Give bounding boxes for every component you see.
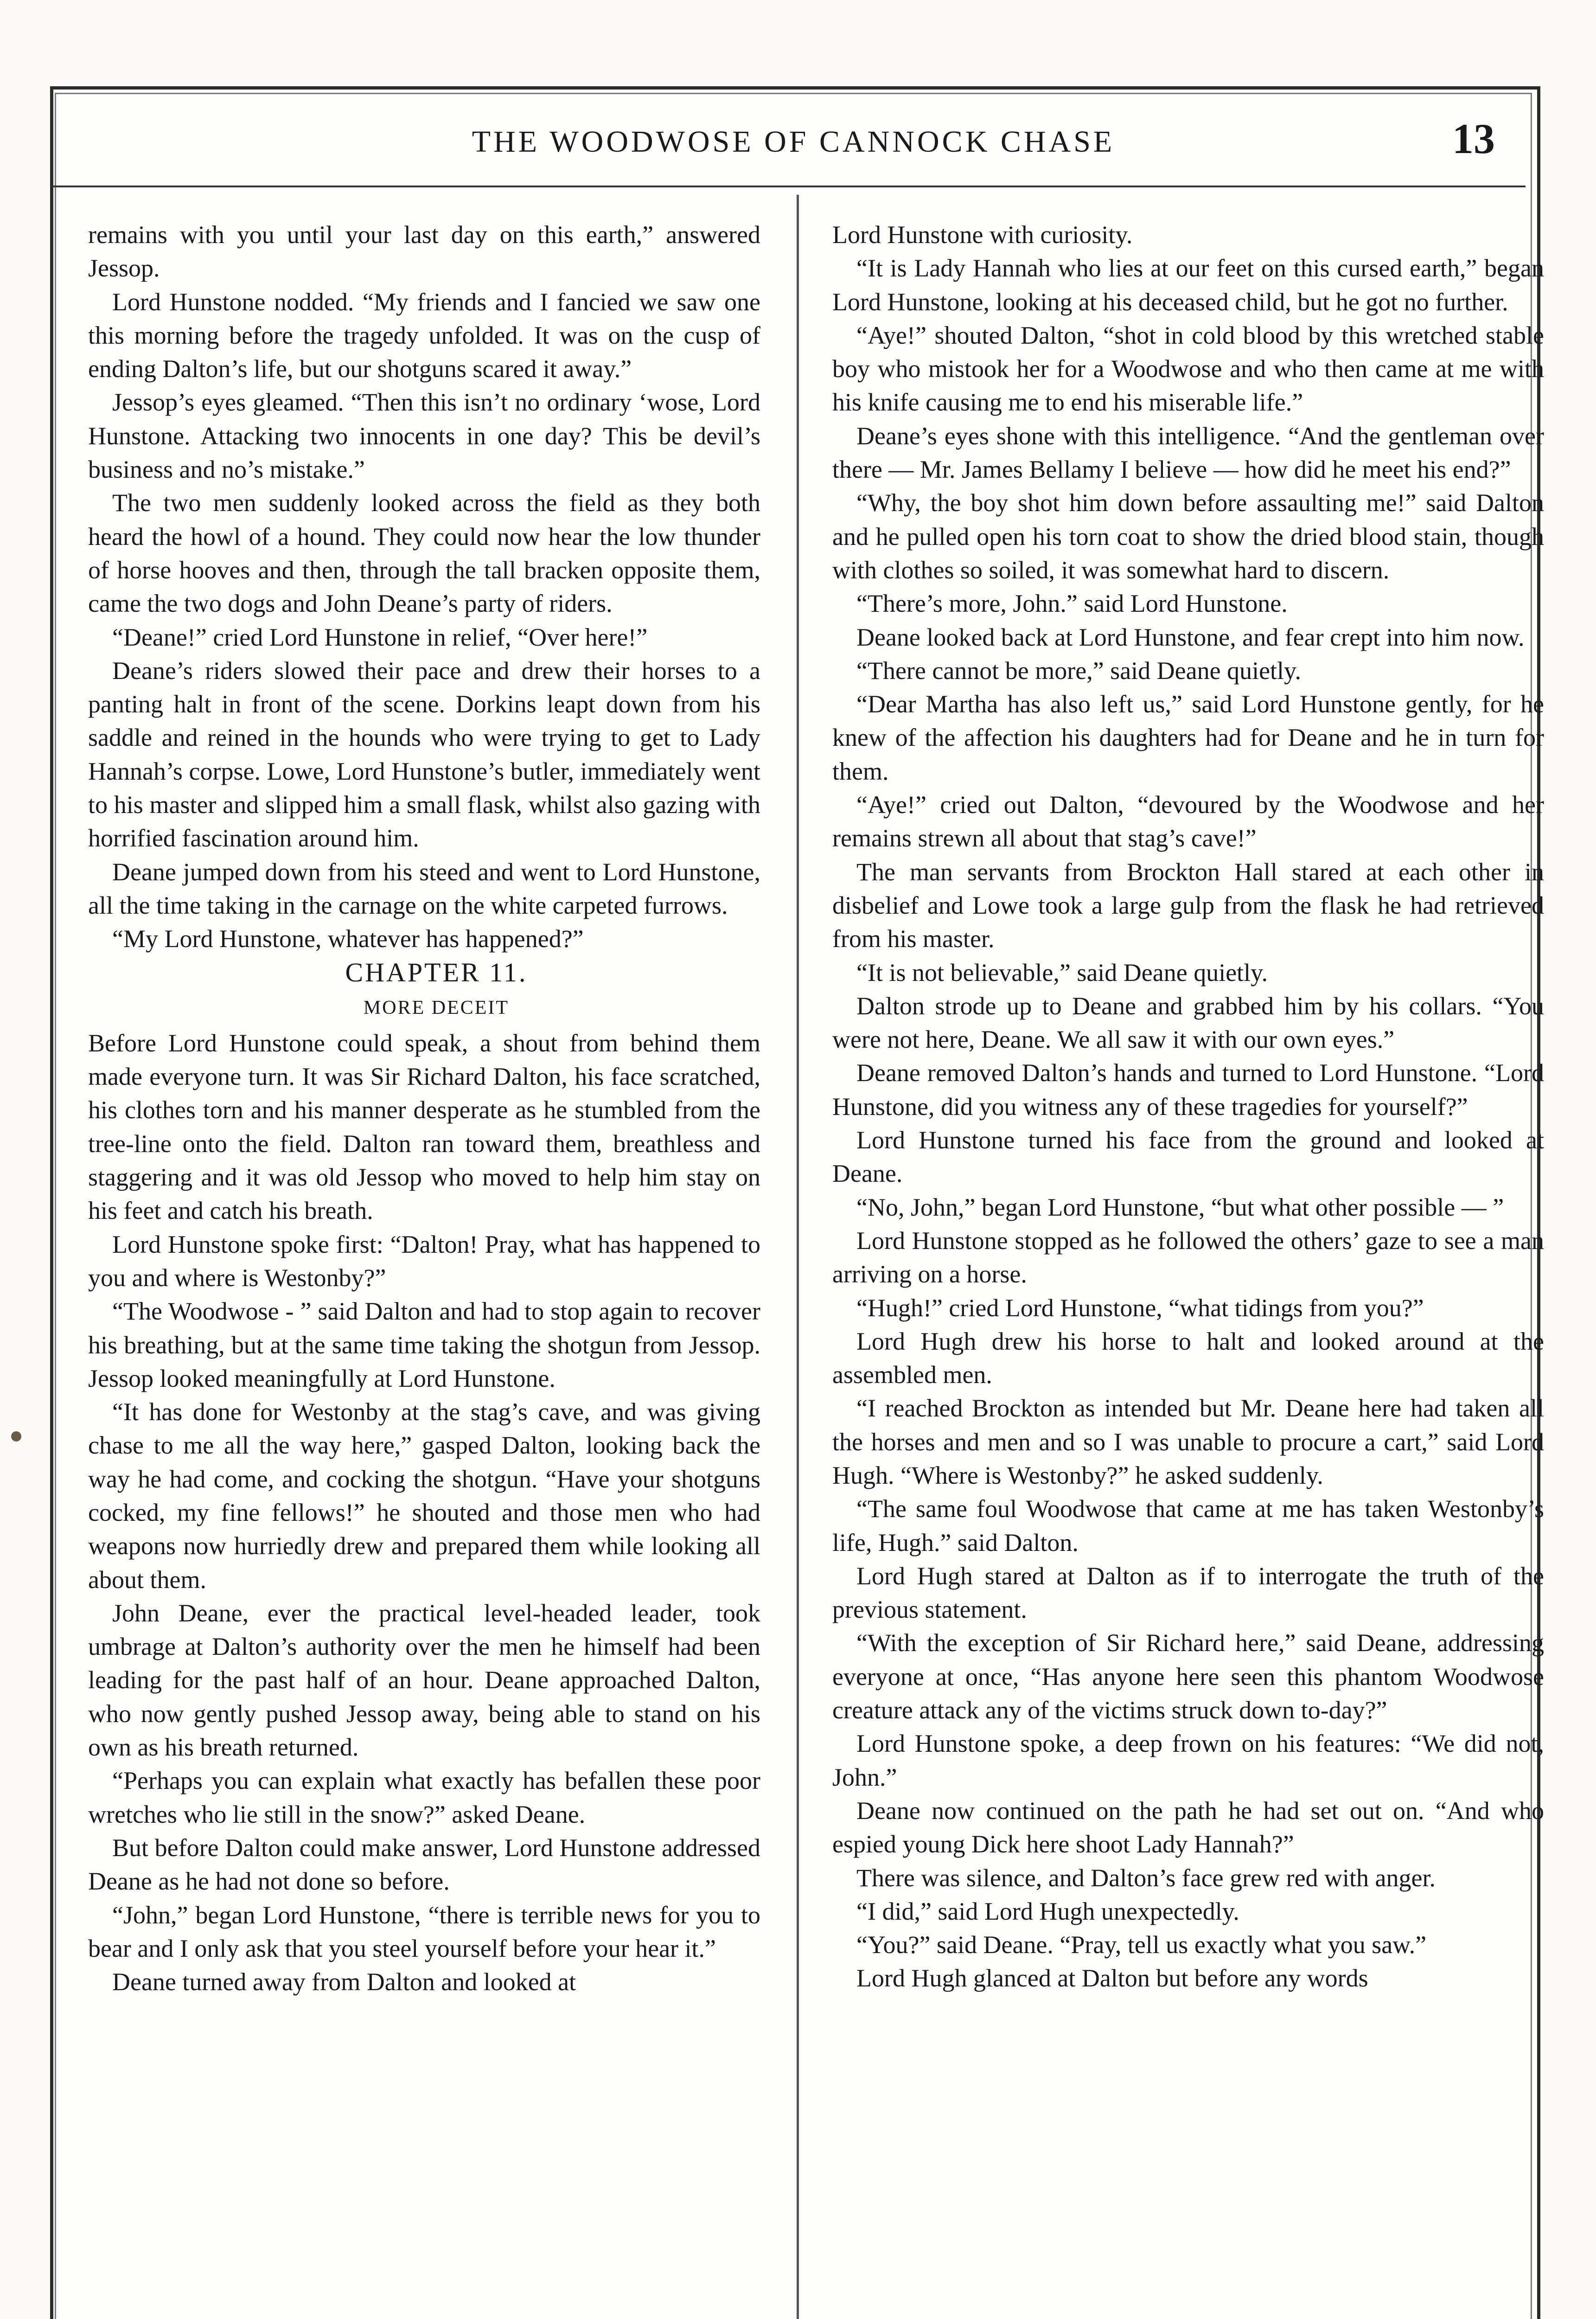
paragraph: “The same foul Woodwose that came at me has taken Westonby’s life, Hugh.” said Dalton. bbox=[832, 1495, 1544, 1557]
paragraph: “I reached Brockton as intended but Mr. Deane here had taken all the horses and men and so I was unable to procure a cart,” said Lord Hugh. “Where is Westonby?” he asked suddenly. bbox=[832, 1394, 1544, 1489]
paragraph: There was silence, and Dalton’s face grew red with anger. bbox=[856, 1864, 1436, 1892]
paragraph: “I did,” said Lord Hugh unexpectedly. bbox=[856, 1897, 1239, 1925]
paragraph: Deane looked back at Lord Hunstone, and fear crept into him now. bbox=[856, 623, 1525, 651]
paragraph: Lord Hugh glanced at Dalton but before any words bbox=[856, 1964, 1368, 1992]
paragraph: Jessop’s eyes gleamed. “Then this isn’t no ordinary ‘wose, Lord Hunstone. Attacking two innocents in one day? This be devil’s business and no’s mistake.” bbox=[88, 388, 760, 484]
paragraph: Deane jumped down from his steed and went to Lord Hunstone, all the time taking in the carnage on the white carpeted furrows. bbox=[88, 858, 760, 919]
header-rule bbox=[51, 186, 1526, 187]
margin-ink-dot bbox=[11, 1431, 21, 1441]
paragraph: The two men suddenly looked across the field as they both heard the howl of a hound. They could now hear the low thunder of horse hooves and then, through the tall bracken opposite them, came the two dogs and John Deane’s party of riders. bbox=[88, 489, 760, 618]
page-number: 13 bbox=[1452, 115, 1495, 162]
paragraph: Lord Hunstone nodded. “My friends and I fancied we saw one this morning before the tragedy unfolded. It was on the cusp of ending Dalton’s life, but our shotguns scared it away.” bbox=[88, 288, 760, 383]
paragraph: The man servants from Brockton Hall stared at each other in disbelief and Lowe took a large gulp from the flask he had retrieved from his master. bbox=[832, 858, 1544, 953]
paragraph: “John,” began Lord Hunstone, “there is terrible news for you to bear and I only ask that you steel yourself before your hear it.” bbox=[88, 1901, 760, 1962]
paragraph: Deane removed Dalton’s hands and turned to Lord Hunstone. “Lord Hunstone, did you witness any of these tragedies for yourself?” bbox=[832, 1059, 1544, 1121]
paragraph: Lord Hunstone with curiosity. bbox=[832, 221, 1133, 249]
right-column bbox=[832, 218, 1544, 2319]
paragraph: Deane’s eyes shone with this intelligence. “And the gentleman over there — Mr. James Bellamy I believe — how did he meet his end?” bbox=[832, 422, 1544, 484]
page-header bbox=[55, 102, 1532, 186]
paragraph: “With the exception of Sir Richard here,” said Deane, addressing everyone at once, “Has anyone here seen this phantom Woodwose creature attack any of the victims struck down to-day?” bbox=[832, 1629, 1544, 1724]
paragraph: “Aye!” cried out Dalton, “devoured by the Woodwose and her remains strewn all about that stag’s cave!” bbox=[832, 791, 1544, 852]
chapter-title: CHAPTER 11. bbox=[345, 957, 528, 987]
paragraph: “It is not believable,” said Deane quietly. bbox=[856, 958, 1268, 987]
paragraph: Lord Hunstone stopped as he followed the others’ gaze to see a man arriving on a horse. bbox=[832, 1226, 1544, 1288]
paragraph: “No, John,” began Lord Hunstone, “but what other possible — ” bbox=[856, 1193, 1504, 1221]
paragraph: “Deane!” cried Lord Hunstone in relief, “Over here!” bbox=[112, 623, 648, 651]
paragraph: “There’s more, John.” said Lord Hunstone. bbox=[856, 589, 1288, 618]
paragraph: “Why, the boy shot him down before assaulting me!” said Dalton and he pulled open his torn coat to show the dried blood stain, though with clothes so soiled, it was somewhat hard to discern. bbox=[832, 489, 1544, 584]
paragraph: Lord Hunstone spoke first: “Dalton! Pray, what has happened to you and where is Westonby?” bbox=[88, 1230, 760, 1292]
paragraph: “It has done for Westonby at the stag’s cave, and was giving chase to me all the way here,” gasped Dalton, looking back the way he had come, and cocking the shotgun. “Have your shotguns cocked, my fine fellows!” he shouted and those men who had weapons now hurriedly drew and prepared them while looking all about them. bbox=[88, 1398, 760, 1594]
paragraph: Lord Hugh drew his horse to halt and looked around at the assembled men. bbox=[832, 1327, 1544, 1389]
paragraph: “My Lord Hunstone, whatever has happened?” bbox=[112, 925, 584, 953]
running-title: THE WOODWOSE OF CANNOCK CHASE bbox=[472, 125, 1115, 159]
paragraph: “Perhaps you can explain what exactly has befallen these poor wretches who lie still in the snow?” asked Deane. bbox=[88, 1767, 760, 1828]
paragraph: Before Lord Hunstone could speak, a shout from behind them made everyone turn. It was Sir Richard Dalton, his face scratched, his clothes torn and his manner desperate as he stumbled from the tree-line onto the field. Dalton ran toward them, breathless and staggering and it was old Jessop who moved to help him stay on his feet and catch his breath. bbox=[88, 1029, 760, 1225]
left-column bbox=[88, 218, 760, 2319]
paragraph: Deane now continued on the path he had set out on. “And who espied young Dick here shoot Lady Hannah?” bbox=[832, 1796, 1544, 1858]
paragraph: Dalton strode up to Deane and grabbed him by his collars. “You were not here, Deane. We all saw it with our own eyes.” bbox=[832, 992, 1544, 1054]
paragraph: “It is Lady Hannah who lies at our feet on this cursed earth,” began Lord Hunstone, looking at his deceased child, but he got no further. bbox=[832, 254, 1544, 316]
paragraph: “Hugh!” cried Lord Hunstone, “what tidings from you?” bbox=[856, 1294, 1424, 1322]
paragraph: But before Dalton could make answer, Lord Hunstone addressed Deane as he had not done so before. bbox=[88, 1833, 760, 1896]
paragraph: “Dear Martha has also left us,” said Lord Hunstone gently, for he knew of the affection his daughters had for Deane and he in turn for them. bbox=[832, 690, 1544, 785]
paragraph: Lord Hunstone spoke, a deep frown on his features: “We did not, John.” bbox=[832, 1730, 1544, 1791]
paragraph: remains with you until your last day on this earth,” answered Jessop. bbox=[88, 221, 760, 282]
paragraph: “Aye!” shouted Dalton, “shot in cold blood by this wretched stable boy who mistook her for a Woodwose and who then came at me with his knife causing me to end his miserable life.” bbox=[832, 321, 1544, 416]
paragraph: Deane’s riders slowed their pace and drew their horses to a panting halt in front of the scene. Dorkins leapt down from his saddle and reined in the hounds who were trying to get to Lady Hannah’s corpse. Lowe, Lord Hunstone’s butler, immediately went to his master and slipped him a small flask, whilst also gazing with horrified fascination around him. bbox=[88, 656, 760, 852]
paragraph: Lord Hugh stared at Dalton as if to interrogate the truth of the previous statement. bbox=[832, 1562, 1544, 1624]
paragraph: “There cannot be more,” said Deane quietly. bbox=[856, 656, 1302, 685]
paragraph: Deane turned away from Dalton and looked at bbox=[112, 1968, 576, 1996]
paragraph: Lord Hunstone turned his face from the ground and looked at Deane. bbox=[832, 1126, 1544, 1188]
paragraph: “The Woodwose - ” said Dalton and had to stop again to recover his breathing, but at the same time taking the shotgun from Jessop. Jessop looked meaningfully at Lord Hunstone. bbox=[88, 1297, 760, 1392]
paragraph: “You?” said Deane. “Pray, tell us exactly what you saw.” bbox=[856, 1931, 1427, 1959]
column-divider bbox=[797, 195, 799, 2319]
paragraph: John Deane, ever the practical level-headed leader, took umbrage at Dalton’s authority over the men he himself had been leading for the past half of an hour. Deane approached Dalton, who now gently pushed Jessop away, being able to stand on his own as his breath returned. bbox=[88, 1599, 760, 1762]
chapter-subtitle: MORE DECEIT bbox=[363, 997, 510, 1019]
